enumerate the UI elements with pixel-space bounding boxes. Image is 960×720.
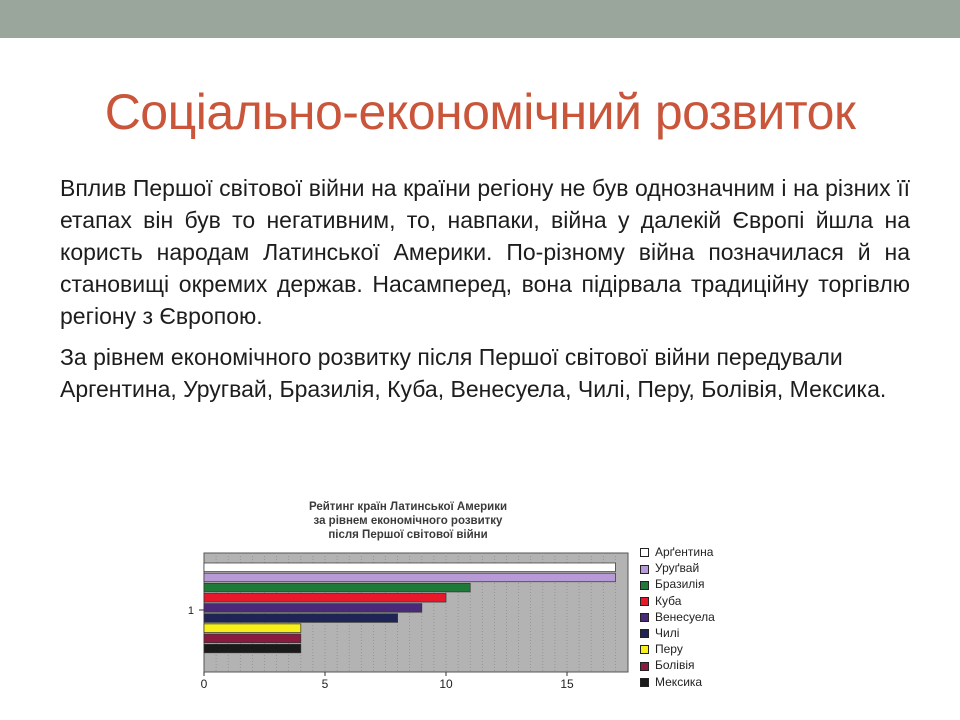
x-tick-label: 5 — [321, 677, 329, 691]
legend-swatch — [640, 662, 649, 671]
legend-label: Мексика — [655, 674, 703, 689]
legend-swatch — [640, 597, 649, 606]
legend-swatch — [640, 678, 649, 687]
legend-label: Болівія — [655, 658, 695, 673]
x-tick-label: 15 — [560, 677, 574, 691]
legend-label: Бразилія — [655, 577, 705, 592]
bar-9 — [204, 644, 301, 653]
bar-3 — [204, 583, 470, 592]
bar-8 — [204, 634, 301, 643]
bar-1 — [204, 563, 615, 572]
x-tick-label: 0 — [200, 677, 208, 691]
body-paragraph-2: За рівнем економічного розвитку після Першої світової війни передували Аргентина, Уругвай, Бразилія, Куба, Венесуела, Чилі, Перу, Болівія, Мексика. — [60, 344, 887, 402]
legend-label: Чилі — [655, 625, 680, 640]
legend-swatch — [640, 565, 649, 574]
legend-item — [640, 560, 770, 576]
legend-item — [640, 576, 770, 592]
bar-7 — [204, 624, 301, 633]
legend-item — [640, 609, 770, 625]
chart-title-line: за рівнем економічного розвитку — [313, 515, 503, 527]
bar-5 — [204, 604, 422, 613]
legend-swatch — [640, 629, 649, 638]
legend-item — [640, 625, 770, 641]
legend-item — [640, 674, 770, 690]
legend-swatch — [640, 548, 649, 557]
legend-item — [640, 593, 770, 609]
bar-2 — [204, 573, 615, 582]
legend-label: Куба — [655, 593, 682, 608]
legend-swatch — [640, 613, 649, 622]
bar-6 — [204, 614, 398, 623]
legend-label: Уруґвай — [655, 561, 700, 576]
legend-item — [640, 657, 770, 673]
legend-item — [640, 641, 770, 657]
chart-title-line: Рейтинг країн Латинської Америки — [308, 501, 508, 513]
legend-swatch — [640, 581, 649, 590]
legend-item — [640, 544, 770, 560]
legend-swatch — [640, 645, 649, 654]
body-paragraph-1: Вплив Першої світової війни на країни регіону не був однозначним і на різних її етапах він був то негативним, то, навпаки, війна у далекій Європі йшла на користь народам Латинської Америки. По-різному війна позначилася й на становищі окремих держав. Насамперед, вона підірвала традиційну торгівлю регіону з Європою. — [60, 175, 910, 329]
legend-label: Перу — [655, 642, 683, 657]
x-tick-label: 10 — [439, 677, 453, 691]
y-tick-label: 1 — [187, 605, 194, 617]
slide-title: Соціально-економічний розвиток — [104, 84, 856, 140]
bar-4 — [204, 593, 446, 602]
chart-title-line: після Першої світової війни — [328, 529, 488, 541]
legend-label: Венесуела — [655, 609, 715, 624]
legend-label: Арґентина — [655, 545, 714, 559]
chart-legend — [640, 544, 770, 690]
